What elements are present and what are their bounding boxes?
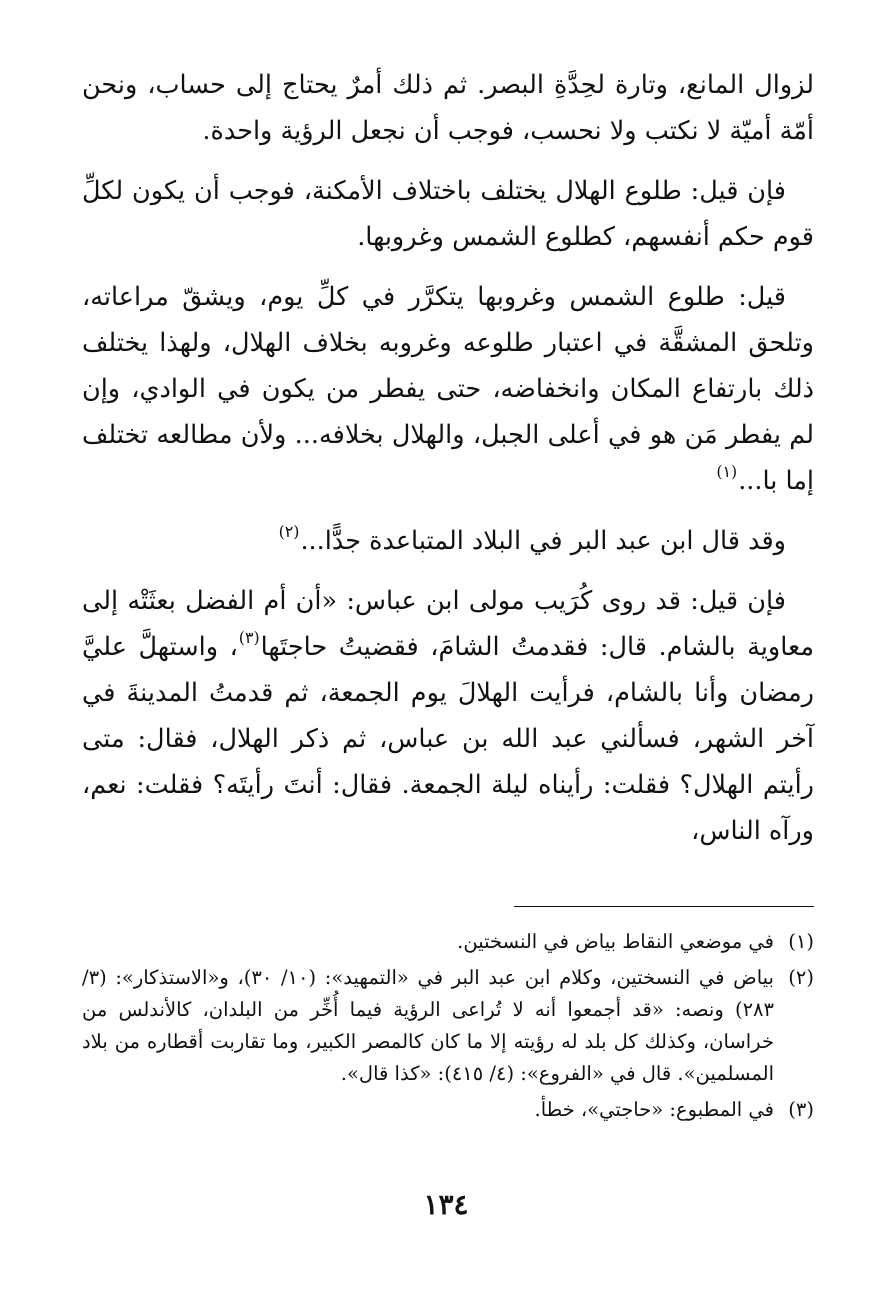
- footnote-ref-1[interactable]: (١): [716, 462, 738, 482]
- footnote-number: (٣): [788, 1098, 814, 1121]
- footnote-text: بياض في النسختين، وكلام ابن عبد البر في «التمهيد»: (١٠/ ٣٠)، و«الاستذكار»: (٣/ ٢٨٣) ونصه: «قد أجمعوا أنه لا تُراعى الرؤية فيما أُخِّر من البلدان، كالأندلس من خراسان، وكذلك كل بلد له رؤيته إلا ما كان كالمصر الكبير، وما تقاربت أقطاره من بلاد المسلمين». قال في «الفروع»: (٤/ ٤١٥): «كذا قال».: [82, 966, 774, 1085]
- footnote-number: (١): [788, 930, 814, 953]
- footnote-number: (٢): [788, 966, 814, 989]
- paragraph-1: لزوال المانع، وتارة لحِدَّةِ البصر. ثم ذلك أمرٌ يحتاج إلى حساب، ونحن أمّة أميّة لا نكتب ولا نحسب، فوجب أن نجعل الرؤية واحدة.: [82, 70, 814, 146]
- footnote-divider: [514, 906, 814, 907]
- paragraph-3-text: قيل: طلوع الشمس وغروبها يتكرَّر في كلِّ يوم، ويشقّ مراعاته، وتلحق المشقَّة في اعتبار طلوعه وغروبه بخلاف الهلال، ولهذا يختلف ذلك بارتفاع المكان وانخفاضه، حتى يفطر من يكون في الوادي، وإن لم يفطر مَن هو في أعلى الجبل، والهلال بخلافه... ولأن مطالعه تختلف إما با...: [82, 282, 814, 496]
- footnote-2: [82, 962, 814, 1090]
- body-text: [82, 62, 814, 854]
- footnote-1: [82, 926, 814, 958]
- paragraph-4-text: وقد قال ابن عبد البر في البلاد المتباعدة جدًّا...: [300, 526, 786, 556]
- footnote-text: في المطبوع: «حاجتي»، خطأ.: [534, 1098, 774, 1121]
- paragraph-5: [82, 578, 814, 854]
- paragraph-3: [82, 274, 814, 504]
- footnote-text: في موضعي النقاط بياض في النسختين.: [457, 930, 774, 953]
- paragraph-4: [82, 518, 814, 564]
- footnote-ref-3[interactable]: (٣): [238, 628, 260, 648]
- footnotes: [82, 926, 814, 1126]
- footnote-ref-2[interactable]: (٢): [278, 522, 300, 542]
- paragraph-5-text-a: فإن قيل: قد روى كُرَيب مولى ابن عباس: «أن أم الفضل بعثَتْه إلى معاوية بالشام. قال: فقدمتُ الشامَ، فقضيتُ حاجتَها: [82, 586, 814, 662]
- page-number: ١٣٤: [423, 1188, 469, 1221]
- paragraph-2: فإن قيل: طلوع الهلال يختلف باختلاف الأمكنة، فوجب أن يكون لكلِّ قوم حكم أنفسهم، كطلوع الشمس وغروبها.: [82, 176, 814, 252]
- paragraph-5-text-b: ، واستهلَّ عليَّ رمضان وأنا بالشام، فرأيت الهلالَ يوم الجمعة، ثم قدمتُ المدينةَ في آخر الشهر، فسألني عبد الله بن عباس، ثم ذكر الهلال، فقال: متى رأيتم الهلال؟ فقلت: رأيناه ليلة الجمعة. فقال: أنتَ رأيتَه؟ فقلت: نعم، ورآه الناس،: [82, 632, 814, 846]
- footnote-3: [82, 1094, 814, 1126]
